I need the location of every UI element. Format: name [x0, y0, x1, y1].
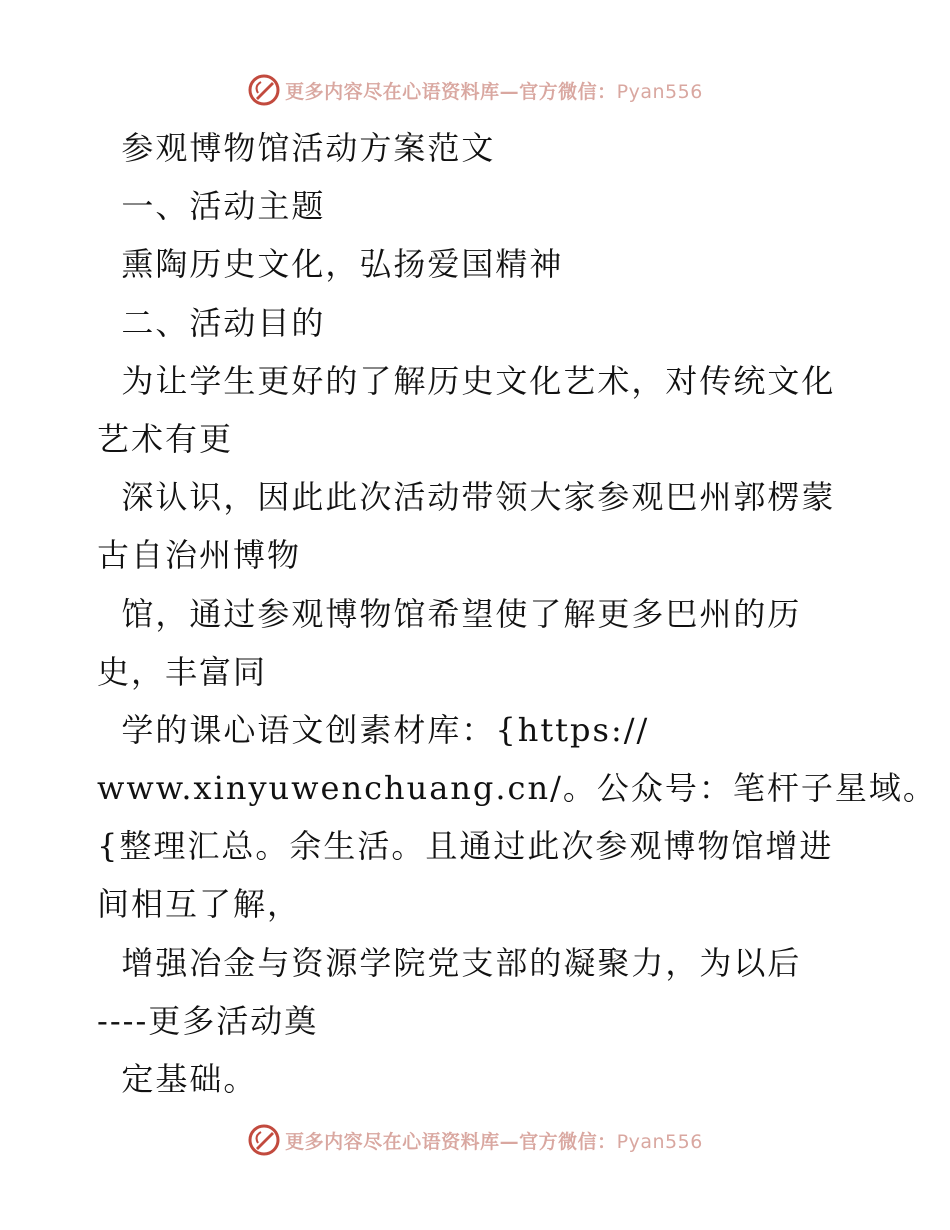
- watermark-wechat-id: Pyan556: [616, 80, 703, 103]
- document-body: [97, 119, 937, 1108]
- paragraph-line: 深认识，因此此次活动带领大家参观巴州郭楞蒙: [97, 478, 836, 517]
- watermark-text: [285, 1127, 703, 1154]
- paragraph-line: 为让学生更好的了解历史文化艺术，对传统文化: [97, 361, 836, 400]
- paragraph-line: 定基础。: [97, 1060, 258, 1098]
- paragraph-line: 艺术有更: [97, 419, 234, 458]
- quill-pen-logo-icon: [247, 73, 281, 107]
- paragraph-line: {整理汇总。余生活。且通过此次参观博物馆增进: [97, 827, 834, 866]
- watermark-wechat-id: Pyan556: [616, 1130, 703, 1153]
- watermark-text: [285, 77, 703, 104]
- quill-pen-logo-icon: [247, 1123, 281, 1157]
- paragraph-line: 史，丰富同: [97, 652, 268, 691]
- watermark-text-cn: 更多内容尽在心语资料库—官方微信：: [285, 80, 617, 103]
- paragraph-line: 学的课心语文创素材库：{https://: [97, 710, 650, 749]
- section-heading: 一、活动主题: [97, 187, 326, 226]
- paragraph-line: 熏陶历史文化，弘扬爱国精神: [97, 245, 564, 284]
- paragraph-line: 增强冶金与资源学院党支部的凝聚力，为以后: [97, 943, 802, 982]
- paragraph-line: ----更多活动奠: [97, 1001, 319, 1040]
- footer-watermark: [0, 1120, 950, 1160]
- document-title: 参观博物馆活动方案范文: [97, 129, 496, 167]
- section-heading: 二、活动目的: [97, 303, 326, 342]
- paragraph-line: 间相互了解，: [97, 885, 302, 924]
- paragraph-line: 馆，通过参观博物馆希望使了解更多巴州的历: [97, 594, 802, 633]
- watermark-text-cn: 更多内容尽在心语资料库—官方微信：: [285, 1130, 617, 1153]
- header-watermark: [0, 70, 950, 110]
- paragraph-line: 古自治州博物: [97, 536, 302, 575]
- paragraph-line: www.xinyuwenchuang.cn/。公众号：笔杆子星域。: [97, 769, 937, 808]
